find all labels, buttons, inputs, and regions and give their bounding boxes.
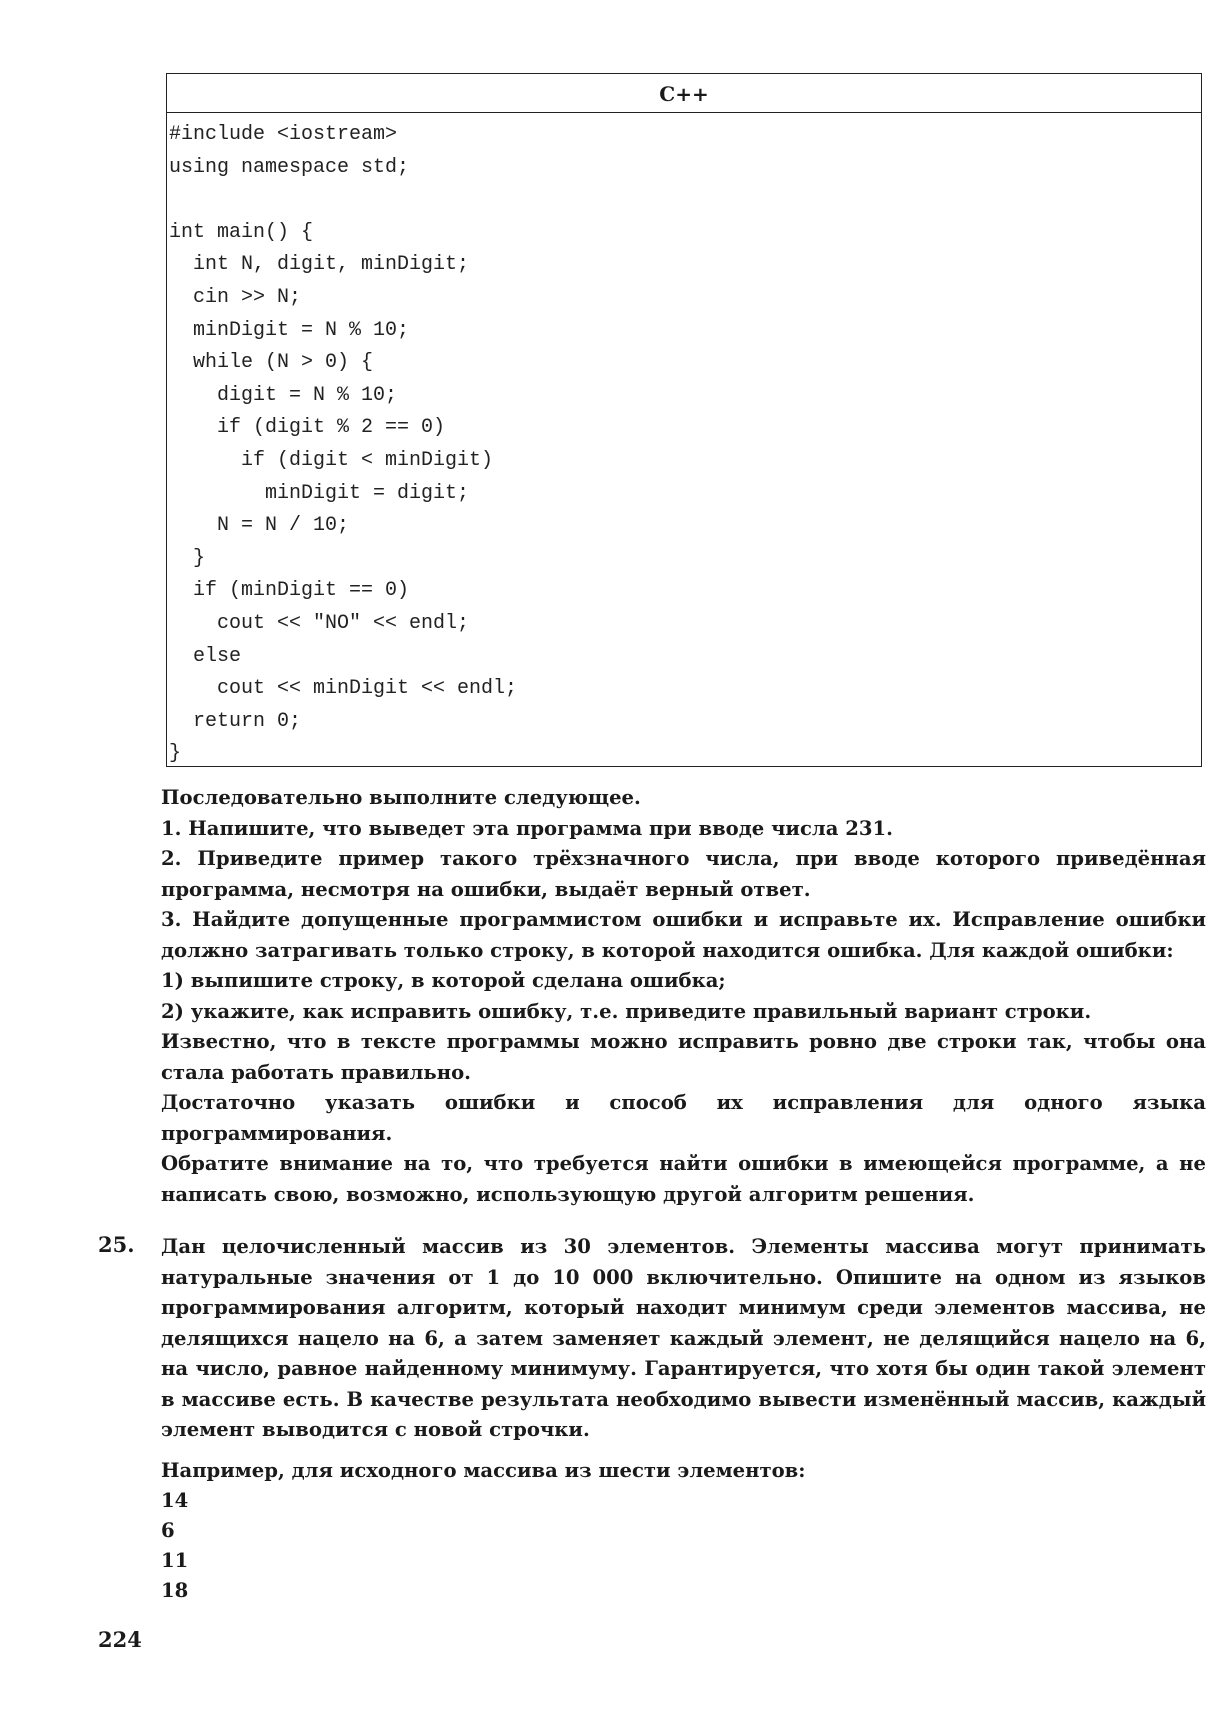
code-line: int N, digit, minDigit;	[169, 253, 470, 277]
task-25-text: Дан целочисленный массив из 30 элементов. Элементы массива могут принимать натуральные значения от 1 до 10 000 включительно. Опишите на одном из языков программирования алгоритм, который находит минимум среди элементов массива, не делящихся нацело на 6, а затем заменяет каждый элемент, не делящийся нацело на 6, на число, равное найденному минимуму. Гарантируется, что хотя бы один такой элемент в массиве есть. В качестве результата необходимо вывести изменённый массив, каждый элемент выводится с новой строчки.	[161, 1235, 1206, 1441]
instruction-item-3: 3. Найдите допущенные программистом ошибки и исправьте их. Исправление ошибки должно затрагивать только строку, в которой находится ошибка. Для каждой ошибки:	[161, 908, 1206, 962]
code-line: return 0;	[169, 709, 302, 733]
page-number: 224	[98, 1627, 142, 1652]
instruction-sub-1: 1) выпишите строку, в которой сделана ошибка;	[161, 969, 726, 992]
code-listing	[166, 73, 1202, 767]
code-line: digit = N % 10;	[169, 383, 398, 407]
code-line: int main() {	[169, 220, 314, 244]
task-25-body	[161, 1232, 1206, 1606]
code-line: while (N > 0) {	[169, 351, 374, 375]
code-language-header: C++	[167, 74, 1201, 113]
instruction-sub-2: 2) укажите, как исправить ошибку, т.е. приведите правильный вариант строки.	[161, 999, 1092, 1023]
task-24-instructions	[161, 783, 1206, 1210]
instruction-item-2: 2. Приведите пример такого трёхзначного числа, при вводе которого приведённая программа, несмотря на ошибки, выдаёт верный ответ.	[161, 847, 1206, 901]
example-value: 14	[161, 1489, 189, 1512]
instruction-note-3: Обратите внимание на то, что требуется найти ошибки в имеющейся программе, а не написать свою, возможно, использующую другой алгоритм решения.	[161, 1152, 1206, 1206]
code-line: minDigit = digit;	[169, 481, 470, 505]
example-value: 6	[161, 1519, 175, 1542]
instruction-item-1: 1. Напишите, что выведет эта программа при вводе числа 231.	[161, 816, 893, 840]
example-value: 18	[161, 1579, 189, 1602]
code-line: cout << "NO" << endl;	[169, 611, 470, 635]
code-line: }	[169, 546, 206, 570]
example-value: 11	[161, 1549, 189, 1572]
task-25-number: 25.	[98, 1232, 135, 1257]
code-line: if (digit % 2 == 0)	[169, 416, 446, 440]
code-line: N = N / 10;	[169, 514, 350, 538]
code-line: using namespace std;	[169, 155, 410, 179]
code-line	[167, 184, 1201, 217]
code-line: minDigit = N % 10;	[169, 318, 410, 342]
task-25-example-intro: Например, для исходного массива из шести элементов:	[161, 1458, 806, 1482]
instruction-note-1: Известно, что в тексте программы можно исправить ровно две строки так, чтобы она стала работать правильно.	[161, 1030, 1206, 1084]
code-line: cout << minDigit << endl;	[169, 677, 518, 701]
code-line: if (minDigit == 0)	[169, 579, 410, 603]
instructions-intro: Последовательно выполните следующее.	[161, 786, 641, 809]
instruction-note-2: Достаточно указать ошибки и способ их исправления для одного языка программирования.	[161, 1091, 1206, 1145]
code-line: else	[169, 644, 242, 668]
code-line: #include <iostream>	[169, 123, 398, 146]
code-body	[167, 113, 1201, 771]
code-line: cin >> N;	[169, 285, 302, 309]
code-line: if (digit < minDigit)	[169, 448, 494, 472]
code-line: }	[169, 742, 182, 766]
